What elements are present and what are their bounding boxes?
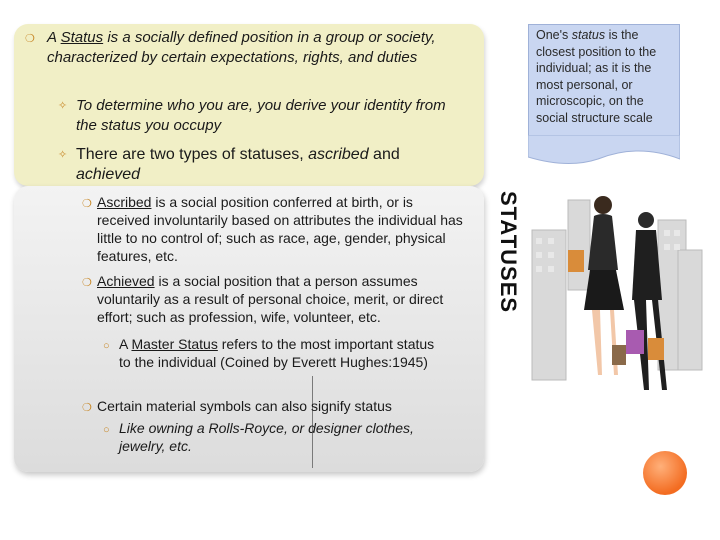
bullet-icon: ❍ bbox=[82, 277, 92, 289]
status-note: One's status is the closest position to the individual; as it is the most personal, or microscopic, on the social structure scale bbox=[528, 24, 680, 136]
shoppers-illustration-icon bbox=[528, 160, 704, 420]
decorative-circle-icon bbox=[643, 451, 687, 495]
bullet-icon: ❍ bbox=[25, 33, 35, 45]
bullet-icon: ❍ bbox=[82, 198, 92, 210]
bullet-icon: ❍ bbox=[82, 402, 92, 414]
master-status-point: A Master Status refers to the most important status to the individual (Coined by Everett Hughes:1945) bbox=[119, 336, 435, 370]
bullet-icon: ✧ bbox=[58, 100, 68, 112]
master-status-link[interactable]: Master Status bbox=[131, 336, 218, 352]
ascribed-point: Ascribed is a social position conferred at birth, or is received involuntarily based on attributes the individual has little to no control of; such as race, age, gender, physical features, etc. bbox=[97, 194, 463, 264]
side-title: STATUSES bbox=[496, 190, 521, 314]
types-point: There are two types of statuses, ascribed and achieved bbox=[76, 146, 400, 183]
bullet-icon: ✧ bbox=[58, 149, 68, 161]
achieved-link[interactable]: Achieved bbox=[97, 273, 155, 289]
achieved-point: Achieved is a social position that a person assumes voluntarily as a result of personal choice, merit, or direct effort; such as profession, wife, volunteer, etc. bbox=[97, 273, 444, 325]
bullet-icon: ○ bbox=[103, 340, 110, 352]
bullet-icon: ○ bbox=[103, 424, 110, 436]
identity-point: To determine who you are, you derive your identity from the status you occupy bbox=[76, 97, 446, 134]
status-definition: A Status is a socially defined position in a group or society, characterized by certain expectations, rights, and duties bbox=[47, 29, 436, 66]
ascribed-link[interactable]: Ascribed bbox=[97, 194, 152, 210]
status-link[interactable]: Status bbox=[60, 29, 104, 46]
symbols-example: Like owning a Rolls-Royce, or designer clothes, jewelry, etc. bbox=[119, 420, 414, 454]
symbols-point: Certain material symbols can also signify status bbox=[97, 398, 392, 414]
